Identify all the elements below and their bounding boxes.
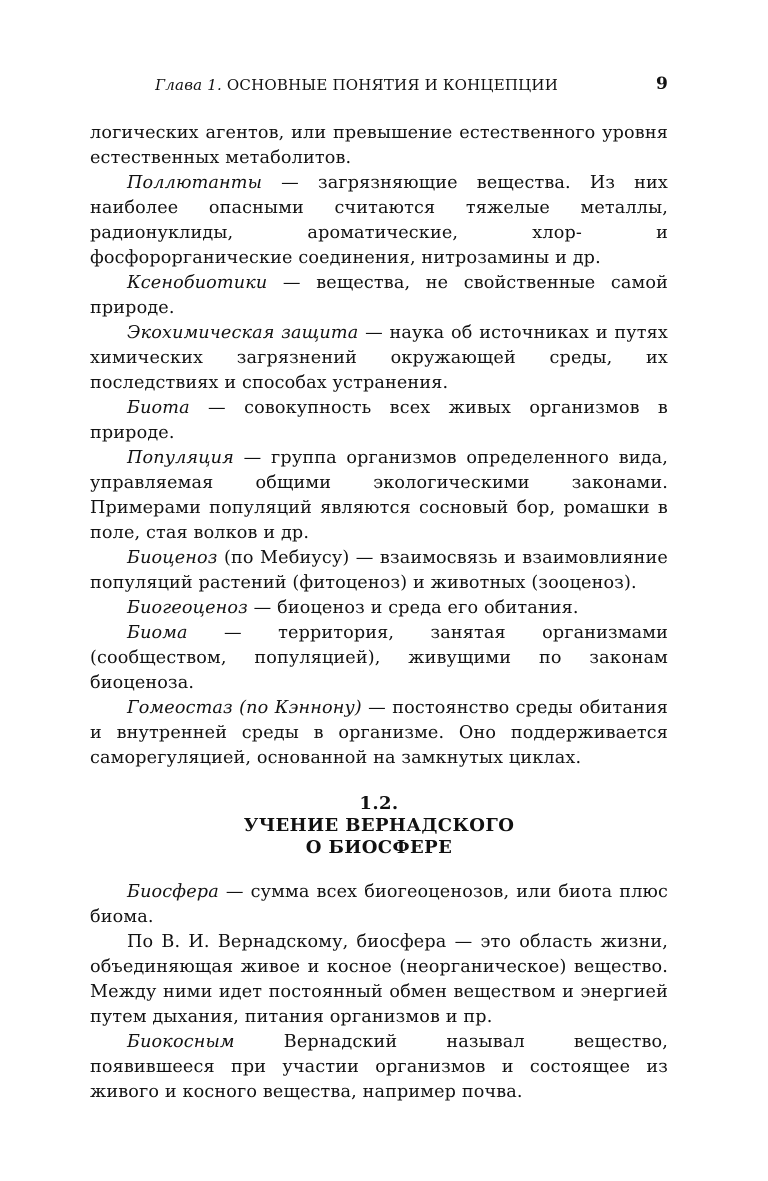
running-title bbox=[155, 76, 558, 94]
definition-term: Популяция bbox=[127, 448, 234, 468]
definition-paragraph bbox=[90, 546, 668, 596]
definition-term: Гомеостаз (по Кэннону) bbox=[127, 698, 362, 718]
section-number: 1.2. bbox=[359, 793, 399, 814]
definition-text: — совокупность всех живых организмов в природе. bbox=[90, 398, 668, 443]
chapter-prefix: Глава 1. bbox=[155, 76, 222, 94]
definition-text: — группа организмов определенного вида, управляемая общими экологическими законами. Примерами популяций являются сосновый бор, ромашки в поле, стая волков и др. bbox=[90, 448, 668, 543]
definition-term: Ксенобиотики bbox=[127, 273, 268, 293]
definition-term: Биоценоз bbox=[127, 548, 218, 568]
definition-text: — загрязняющие вещества. Из них наиболее опасными считаются тяжелые металлы, радионуклиды, ароматические, хлор- и фосфорорганические соединения, нитрозамины и др. bbox=[90, 173, 668, 268]
definition-term: Биосфера bbox=[127, 882, 219, 902]
section-heading bbox=[90, 793, 668, 859]
definition-text: (по Мебиусу) — взаимосвязь и взаимовлияние популяций растений (фитоценоз) и животных (зооценоз). bbox=[90, 548, 668, 593]
definition-paragraph bbox=[90, 621, 668, 696]
definition-text: — наука об источниках и путях химических загрязнений окружающей среды, их последствиях и способах устранения. bbox=[90, 323, 669, 393]
definition-text: — территория, занятая организмами (сообществом, популяцией), живущими по законам биоценоза. bbox=[90, 623, 668, 693]
definitions-block bbox=[90, 121, 668, 771]
section-title-line1: УЧЕНИЕ ВЕРНАДСКОГО bbox=[243, 815, 515, 836]
definition-term: Экохимическая защита bbox=[127, 323, 359, 343]
definition-term: Биогеоценоз bbox=[127, 598, 248, 618]
definition-text: Вернадский называл вещество, появившееся при участии организмов и состоящее из живого и косного вещества, например почва. bbox=[90, 1032, 668, 1102]
definition-paragraph bbox=[90, 880, 668, 930]
definition-term: Поллютанты bbox=[127, 173, 263, 193]
body-paragraph: По В. И. Вернадскому, биосфера — это область жизни, объединяющая живое и косное (неорганическое) вещество. Между ними идет постоянный обмен веществом и энергией путем дыхания, питания организмов и пр. bbox=[90, 932, 668, 1027]
definition-paragraph bbox=[90, 171, 668, 271]
definition-paragraph bbox=[90, 321, 668, 396]
definition-term: Биокосным bbox=[127, 1032, 235, 1052]
definition-paragraph bbox=[90, 696, 668, 771]
definition-paragraph bbox=[90, 596, 668, 621]
page-number: 9 bbox=[655, 74, 668, 94]
definition-paragraph bbox=[90, 446, 668, 546]
biosphere-block bbox=[90, 880, 668, 1105]
running-header bbox=[90, 74, 668, 98]
continuation-paragraph: логических агентов, или превышение естественного уровня естественных метаболитов. bbox=[90, 123, 668, 168]
chapter-title: ОСНОВНЫЕ ПОНЯТИЯ И КОНЦЕПЦИИ bbox=[226, 76, 558, 94]
definition-text: — постоянство среды обитания и внутренней среды в организме. Оно поддерживается саморегуляцией, основанной на замкнутых циклах. bbox=[90, 698, 668, 768]
definition-paragraph bbox=[90, 396, 668, 446]
definition-text: — биоценоз и среда его обитания. bbox=[247, 598, 579, 618]
definition-text: — вещества, не свойственные самой природе. bbox=[90, 273, 668, 318]
definition-paragraph bbox=[90, 271, 668, 321]
definition-term: Биома bbox=[127, 623, 188, 643]
definition-paragraph bbox=[90, 1030, 668, 1105]
section-title-line2: О БИОСФЕРЕ bbox=[305, 837, 453, 858]
definition-term: Биота bbox=[127, 398, 190, 418]
definition-text: — сумма всех биогеоценозов, или биота плюс биома. bbox=[90, 882, 668, 927]
